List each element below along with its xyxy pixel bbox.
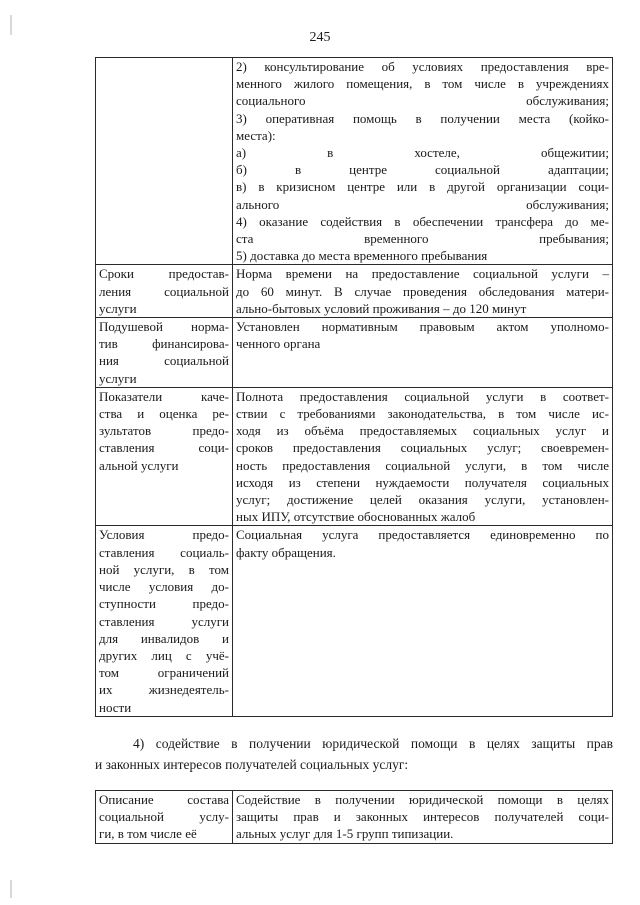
cell-line: 5) доставка до места временного пребывания bbox=[236, 248, 488, 264]
row-label-cell bbox=[96, 318, 233, 388]
cell-line: менного жилого помещения, в том числе в учреждениях bbox=[236, 76, 609, 92]
cell-line: для инвалидов и bbox=[99, 630, 229, 646]
cell-line: сроков предоставления социальных услуг; своевремен- bbox=[236, 440, 609, 456]
row-label-cell bbox=[96, 526, 233, 716]
cell-line: ального обслуживания; bbox=[236, 196, 609, 212]
cell-line: 4) оказание содействия в обеспечении трансфера до ме- bbox=[236, 213, 609, 229]
table-row bbox=[96, 58, 613, 265]
cell-line: том ограничений bbox=[99, 665, 229, 681]
cell-line: исходя из степени нуждаемости получателя социальных bbox=[236, 474, 609, 490]
cell-line: ных ИПУ, отсутствие обоснованных жалоб bbox=[236, 509, 476, 525]
cell-line: ния социальной bbox=[99, 353, 229, 369]
row-label-cell bbox=[96, 387, 233, 526]
cell-line: услуг; достижение целей оказания услуги, установлен- bbox=[236, 492, 609, 508]
paragraph-line: 4) содействие в получении юридической помощи в целях защиты прав bbox=[133, 736, 613, 751]
cell-line: тив финансирова- bbox=[99, 336, 229, 352]
cell-line: а) в хостеле, общежитии; bbox=[236, 145, 609, 161]
cell-line: ной услуги, в том bbox=[99, 561, 229, 577]
row-label-cell bbox=[96, 791, 233, 844]
cell-line: других лиц с учё- bbox=[99, 647, 229, 663]
row-content-cell bbox=[233, 58, 613, 265]
cell-line: их жизнедеятель- bbox=[99, 682, 229, 698]
page-number: 245 bbox=[309, 30, 331, 45]
cell-line: ствии с требованиями законодательства, в том числе ис- bbox=[236, 406, 609, 422]
cell-line: 3) оперативная помощь в получении места (койко- bbox=[236, 110, 609, 126]
cell-line: альных услуг для 1-5 групп типизации. bbox=[236, 826, 454, 842]
cell-line: ставления соци- bbox=[99, 440, 229, 456]
cell-line: ности bbox=[99, 699, 132, 715]
cell-line: места): bbox=[236, 127, 276, 143]
row-content-cell bbox=[233, 526, 613, 716]
legal-aid-table bbox=[95, 790, 613, 844]
cell-line: в) в кризисном центре или в другой организации соци- bbox=[236, 179, 609, 195]
table-row bbox=[96, 791, 613, 844]
row-content-cell bbox=[233, 791, 613, 844]
cell-line: Подушевой норма- bbox=[99, 319, 229, 335]
cell-line: ность предоставления социальной услуги, в том числе bbox=[236, 457, 609, 473]
table-row bbox=[96, 265, 613, 318]
cell-line: альной услуги bbox=[99, 457, 179, 473]
table-row bbox=[96, 526, 613, 716]
cell-line: ста временного пребывания; bbox=[236, 231, 609, 247]
cell-line: Описание состава bbox=[99, 792, 229, 807]
row-label-cell bbox=[96, 58, 233, 265]
cell-line: числе условия до- bbox=[99, 579, 229, 595]
cell-line: Показатели каче- bbox=[99, 388, 229, 404]
cell-line: Норма времени на предоставление социальной услуги – bbox=[236, 266, 609, 282]
cell-line: социальной услу- bbox=[99, 809, 229, 825]
cell-line: ступности предо- bbox=[99, 596, 229, 612]
cell-line: ставления социаль- bbox=[99, 544, 229, 560]
cell-line: Полнота предоставления социальной услуги в соответ- bbox=[236, 388, 609, 404]
row-content-cell bbox=[233, 265, 613, 318]
cell-line: Условия предо- bbox=[99, 527, 229, 543]
cell-line: 2) консультирование об условиях предоставления вре- bbox=[236, 59, 609, 74]
cell-line: факту обращения. bbox=[236, 544, 336, 560]
row-label-cell bbox=[96, 265, 233, 318]
cell-line: Сроки предостав- bbox=[99, 266, 229, 282]
cell-line: Содействие в получении юридической помощи в целях bbox=[236, 792, 609, 807]
cell-line: ги, в том числе её bbox=[99, 826, 197, 842]
cell-line: ства и оценка ре- bbox=[99, 406, 229, 422]
cell-line: социального обслуживания; bbox=[236, 93, 609, 109]
cell-line: ления социальной bbox=[99, 283, 229, 299]
cell-line: ально-бытовых условий проживания – до 120 минут bbox=[236, 300, 527, 316]
section-paragraph bbox=[95, 733, 613, 775]
cell-line: до 60 минут. В случае проведения обследования матери- bbox=[236, 283, 609, 299]
table-row bbox=[96, 318, 613, 388]
scan-edge-mark bbox=[10, 880, 12, 898]
cell-line: Социальная услуга предоставляется единовременно по bbox=[236, 527, 609, 543]
cell-line: услуги bbox=[99, 300, 137, 316]
cell-line: услуги bbox=[99, 370, 137, 386]
cell-line: Установлен нормативным правовым актом уполномо- bbox=[236, 319, 609, 335]
cell-line: защиты прав и законных интересов получателей соци- bbox=[236, 809, 609, 825]
scan-edge-mark bbox=[10, 15, 12, 35]
service-table bbox=[95, 57, 613, 717]
cell-line: б) в центре социальной адаптации; bbox=[236, 162, 609, 178]
cell-line: ходя из объёма предоставляемых социальных услуг и bbox=[236, 423, 609, 439]
cell-line: зультатов предо- bbox=[99, 423, 229, 439]
paragraph-line: и законных интересов получателей социальных услуг: bbox=[95, 757, 409, 772]
cell-line: ченного органа bbox=[236, 336, 321, 352]
table-row bbox=[96, 387, 613, 526]
row-content-cell bbox=[233, 318, 613, 388]
cell-line: ставления услуги bbox=[99, 613, 229, 629]
row-content-cell bbox=[233, 387, 613, 526]
